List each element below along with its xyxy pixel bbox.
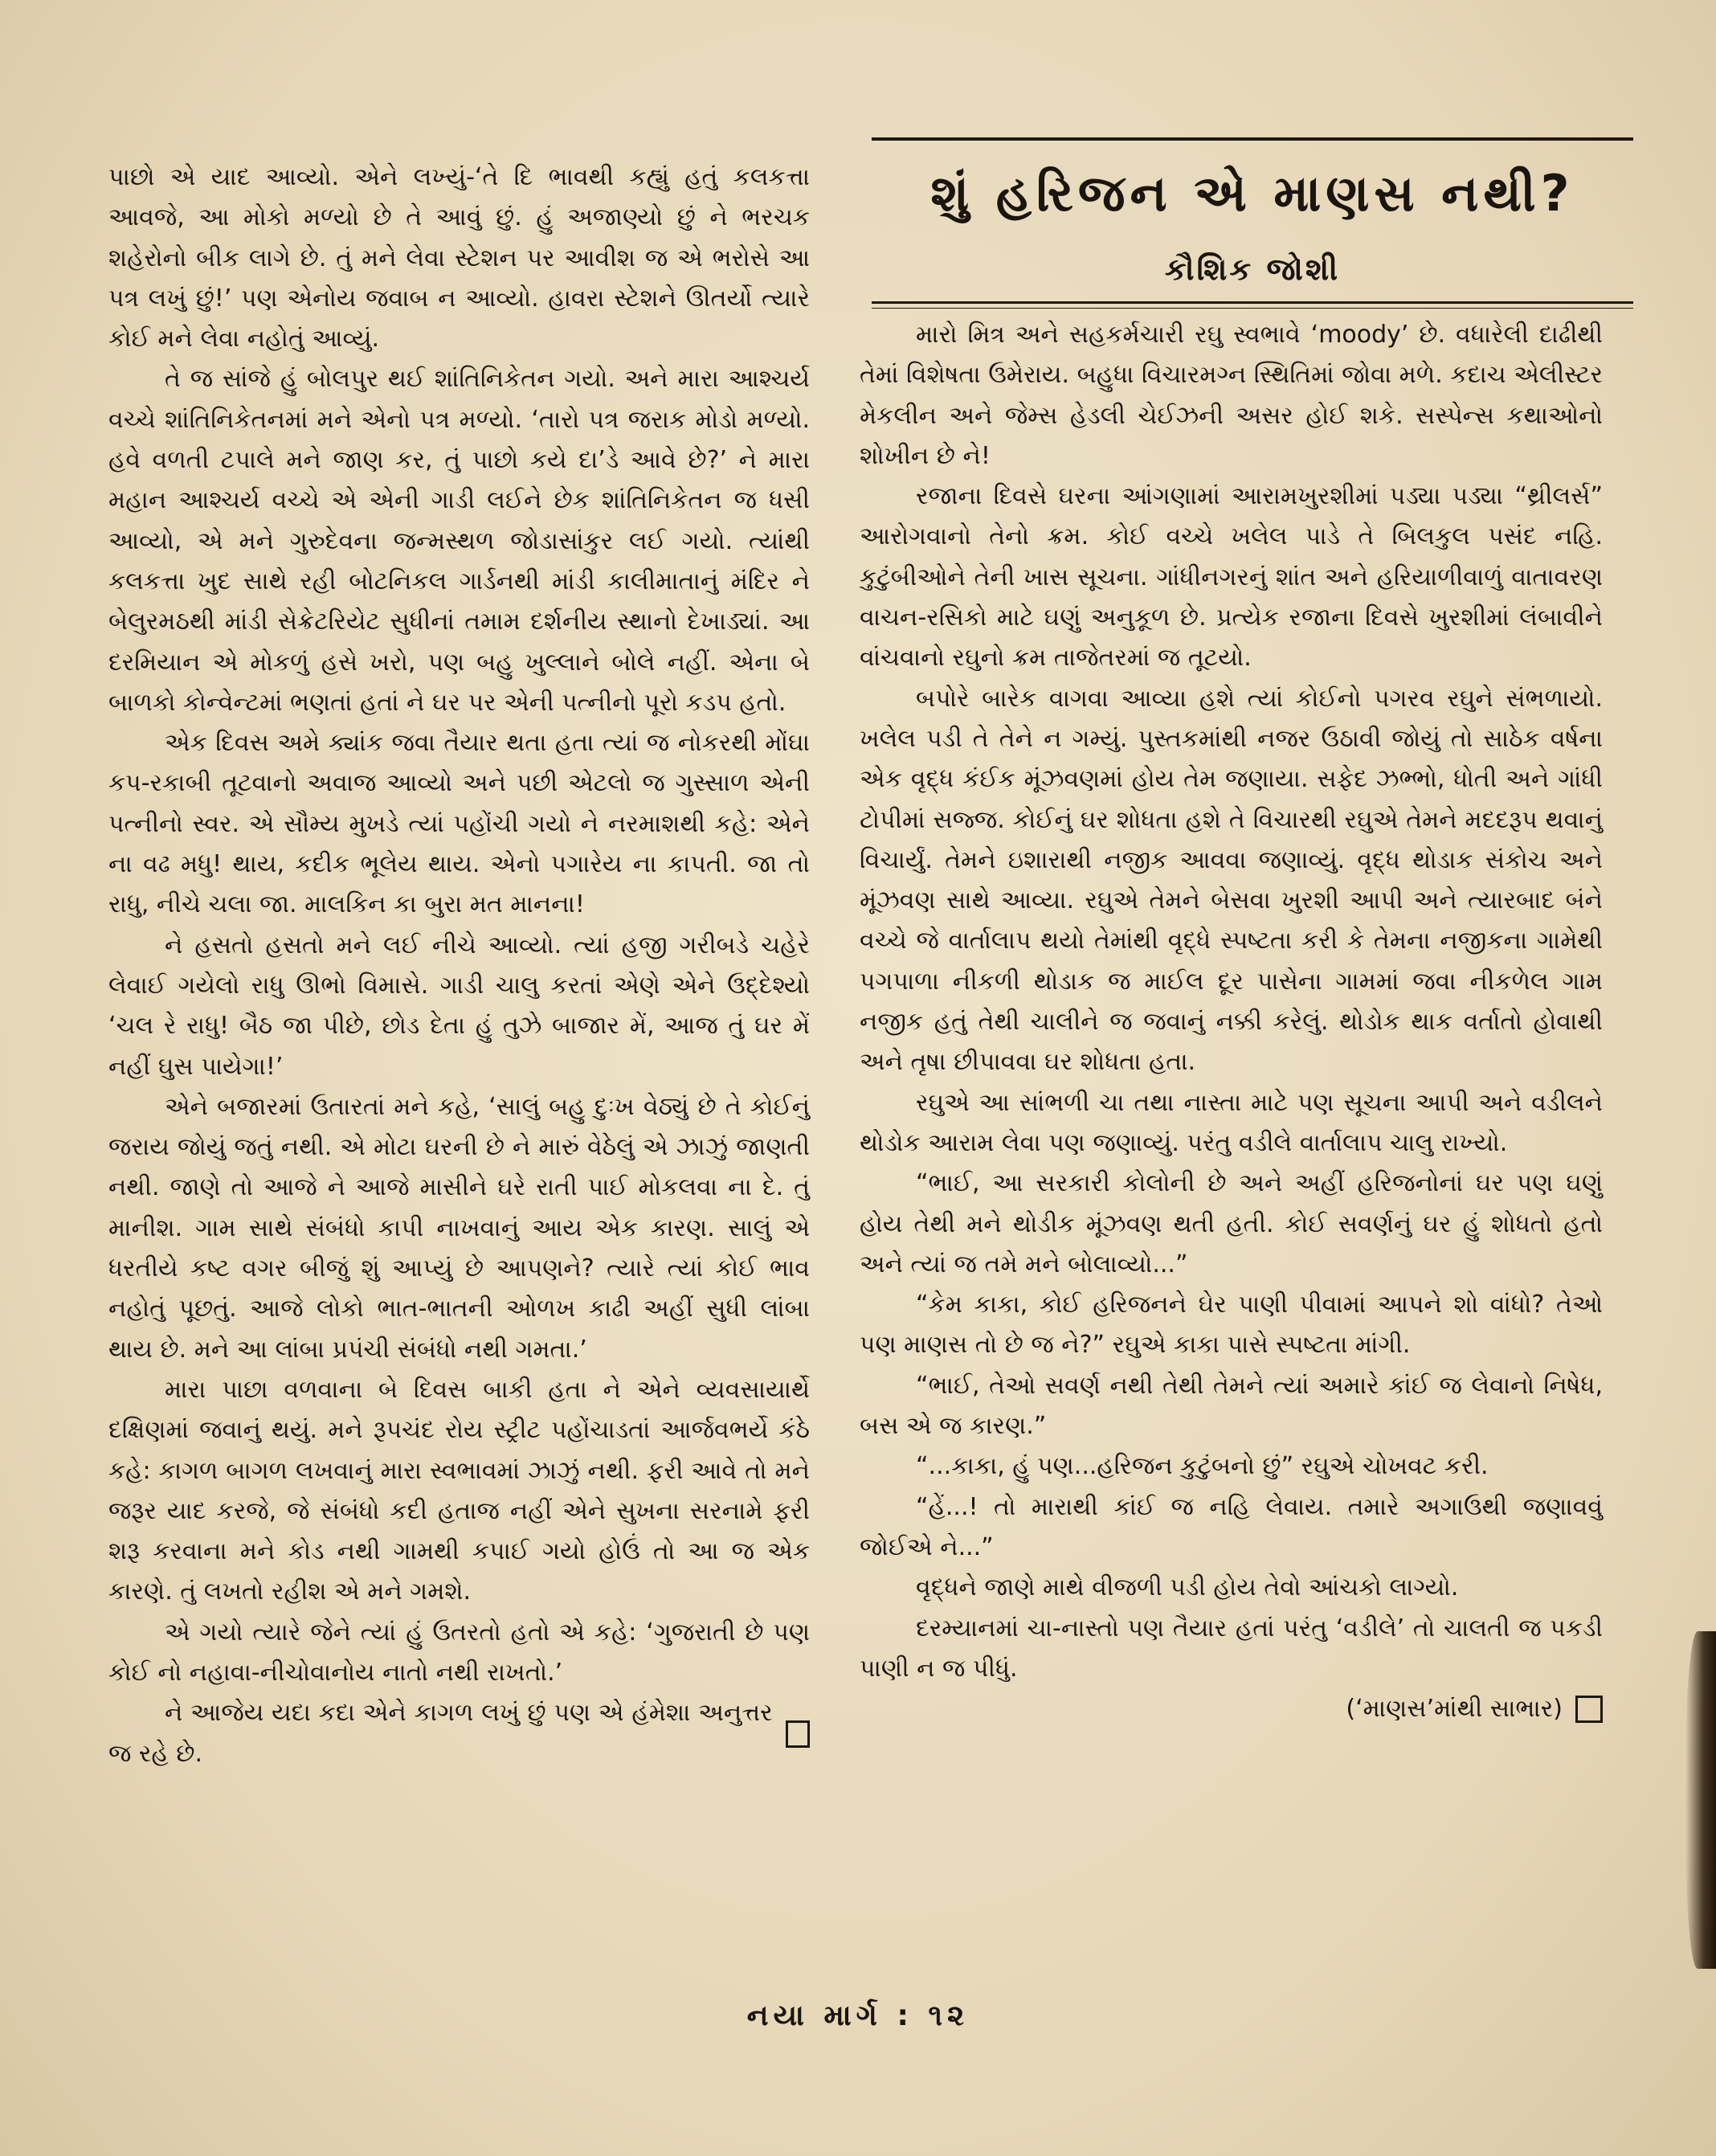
article-paragraph-10: વૃદ્ધને જાણે માથે વીજળી પડી હોય તેવો આંચકો લાગ્યો.: [916, 1573, 1459, 1602]
left-paragraph-6: મારા પાછા વળવાના બે દિવસ બાકી હતા ને એને વ્યવસાયાર્થે દક્ષિણમાં જવાનું થયું. મને રૂપચંદ રોય સ્ટ્રીટ પહોંચાડતાં આર્જવભર્યે કંઠે કહે: કાગળ બાગળ લખવાનું મારા સ્વભાવમાં ઝાઝું નથી. ફરી આવે તો મને જરૂર યાદ કરજે, જે સંબંધો કદી હતાજ નહીં એને સુખના સરનામે ફરી શરૂ કરવાના મને કોડ નથી ગામથી કપાઈ ગયો હોઉં તો આ જ એક કારણે. તું લખતો રહીશ એ મને ગમશે.: [108, 1375, 810, 1606]
article-paragraph-6: “કેમ કાકા, કોઈ હરિજનને ઘેર પાણી પીવામાં આપને શો વાંધો? તેઓ પણ માણસ તો છે જ ને?” રઘુએ કાકા પાસે સ્પષ્ટતા માંગી.: [860, 1291, 1603, 1360]
left-end-row: [108, 1693, 810, 1774]
left-paragraph-8: ને આજેય યદા કદા એને કાગળ લખું છું પણ એ હંમેશા અનુત્તર જ રહે છે.: [108, 1699, 773, 1768]
article-paragraph-9: “હેં...! તો મારાથી કાંઈ જ નહિ લેવાય. તમારે અગાઉથી જણાવવું જોઈએ ને...”: [860, 1492, 1603, 1561]
page-footer: નયા માર્ગ : ૧૨: [746, 1999, 970, 2032]
left-paragraph-7: એ ગયો ત્યારે જેને ત્યાં હું ઉતરતો હતો એ કહે: ‘ગુજરાતી છે પણ કોઈ નો નહાવા-નીચોવાનોય નાતો નથી રાખતો.’: [108, 1618, 810, 1687]
article-paragraph-8: “...કાકા, હું પણ...હરિજન કુટુંબનો છું” રઘુએ ચોખવટ કરી.: [916, 1452, 1489, 1481]
title-bottom-rule-thin: [872, 308, 1633, 309]
article-credit-row: [860, 1689, 1603, 1729]
end-mark-icon: [1575, 1696, 1603, 1723]
left-paragraph-2: તે જ સાંજે હું બોલપુર થઈ શાંતિનિકેતન ગયો. અને મારા આશ્ચર્ય વચ્ચે શાંતિનિકેતનમાં મને એનો પત્ર મળ્યો. ‘તારો પત્ર જરાક મોડો મળ્યો. હવે વળતી ટપાલે મને જાણ કર, તું પાછો કયે દા’ડે આવે છે?’ ને મારા મહાન આશ્ચર્ય વચ્ચે એ એની ગાડી લઈને છેક શાંતિનિકેતન જ ધસી આવ્યો, એ મને ગુરુદેવના જન્મસ્થળ જોડાસાંકુર લઈ ગયો. ત્યાંથી કલકત્તા ખુદ સાથે રહી બોટનિકલ ગાર્ડનથી માંડી કાલીમાતાનું મંદિર ને બેલુરમઠથી માંડી સેક્રેટરિયેટ સુધીનાં તમામ દર્શનીય સ્થાનો દેખાડ્યાં. આ દરમિયાન એ મોકળું હસે ખરો, પણ બહુ ખુલ્લાને બોલે નહીં. એના બે બાળકો કોન્વેન્ટમાં ભણતાં હતાં ને ઘર પર એની પત્નીનો પૂરો કડપ હતો.: [108, 365, 810, 717]
article-credit: (‘માણસ’માંથી સાભાર): [1346, 1695, 1563, 1724]
right-column: [860, 315, 1603, 1729]
left-paragraph-4: ને હસતો હસતો મને લઈ નીચે આવ્યો. ત્યાં હજી ગરીબડે ચહેરે લેવાઈ ગયેલો રાધુ ઊભો વિમાસે. ગાડી ચાલુ કરતાં એણે એને ઉદ્દેશ્યો ‘ચલ રે રાધુ! બૈઠ જા પીછે, છોડ દેતા હું તુઝે બાજાર મેં, આજ તું ઘર મેં નહીં ઘુસ પાયેગા!’: [108, 931, 810, 1081]
article-paragraph-1: મારો મિત્ર અને સહકર્મચારી રઘુ સ્વભાવે ‘moody’ છે. વધારેલી દાઢીથી તેમાં વિશેષતા ઉમેરાય. બહુધા વિચારમગ્ન સ્થિતિમાં જોવા મળે. કદાચ એલીસ્ટર મેકલીન અને જેમ્સ હેડલી ચેઈઝની અસર હોઈ શકે. સસ્પેન્સ કથાઓનો શોખીન છે ને!: [860, 321, 1603, 470]
title-bottom-rule: [872, 301, 1633, 304]
left-paragraph-5: એને બજારમાં ઉતારતાં મને કહે, ‘સાલું બહુ દુઃખ વેઠ્યું છે તે કોઈનું જરાય જોયું જતું નથી. એ મોટા ઘરની છે ને મારું વેઠેલું એ ઝાઝું જાણતી નથી. જાણે તો આજે ને આજે માસીને ઘરે રાતી પાઈ મોકલવા ના દે. તું માનીશ. ગામ સાથે સંબંધો કાપી નાખવાનું આય એક કારણ. સાલું એ ધરતીયે કષ્ટ વગર બીજું શું આપ્યું છે આપણને? ત્યારે ત્યાં કોઈ ભાવ નહોતું પૂછતું. આજે લોકો ભાત-ભાતની ઓળખ કાઢી અહીં સુધી લાંબા થાય છે. મને આ લાંબા પ્રપંચી સંબંધો નથી ગમતા.’: [108, 1092, 810, 1364]
title-top-rule: [872, 137, 1633, 141]
page-edge-stain: [1685, 1631, 1716, 1969]
end-mark-icon: [786, 1720, 810, 1748]
article-paragraph-11: દરમ્યાનમાં ચા-નાસ્તો પણ તૈયાર હતાં પરંતુ ‘વડીલે’ તો ચાલતી જ પકડી પાણી ન જ પીધું.: [860, 1614, 1603, 1683]
article-paragraph-4: રઘુએ આ સાંભળી ચા તથા નાસ્તા માટે પણ સૂચના આપી અને વડીલને થોડોક આરામ લેવા પણ જણાવ્યું. પરંતુ વડીલે વાર્તાલાપ ચાલુ રાખ્યો.: [860, 1088, 1603, 1157]
article-title: શું હરિજન એ માણસ નથી?: [930, 164, 1575, 223]
left-paragraph-1: પાછો એ યાદ આવ્યો. એને લખ્યું-‘તે દિ ભાવથી કહ્યું હતું કલકત્તા આવજે, આ મોકો મળ્યો છે તે આવું છું. હું અજાણ્યો છું ને ભરચક શહેરોનો બીક લાગે છે. તું મને લેવા સ્ટેશન પર આવીશ જ એ ભરોસે આ પત્ર લખું છું!’ પણ એનોય જવાબ ન આવ્યો. હાવરા સ્ટેશને ઊતર્યો ત્યારે કોઈ મને લેવા નહોતું આવ્યું.: [108, 163, 810, 354]
left-column: [108, 158, 810, 1774]
article-paragraph-3: બપોરે બારેક વાગવા આવ્યા હશે ત્યાં કોઈનો પગરવ રઘુને સંભળાયો. ખલેલ પડી તે તેને ન ગમ્યું. પુસ્તકમાંથી નજર ઉઠાવી જોયું તો સાઠેક વર્ષના એક વૃદ્ધ કંઈક મૂંઝવણમાં હોય તેમ જણાયા. સફેદ ઝભ્ભો, ધોતી અને ગાંધી ટોપીમાં સજ્જ. કોઈનું ઘર શોધતા હશે તે વિચારથી રઘુએ તેમને મદદરૂપ થવાનું વિચાર્યું. તેમને ઇશારાથી નજીક આવવા જણાવ્યું. વૃદ્ધ થોડાક સંકોચ અને મૂંઝવણ સાથે આવ્યા. રઘુએ તેમને બેસવા ખુરશી આપી અને ત્યારબાદ બંને વચ્ચે જે વાર્તાલાપ થયો તેમાંથી વૃદ્ધે સ્પષ્ટતા કરી કે તેમના નજીકના ગામેથી પગપાળા નીકળી થોડાક જ માઈલ દૂર પાસેના ગામમાં જવા નીકળેલ ગામ નજીક હતું તેથી ચાલીને જ જવાનું નક્કી કરેલું. થોડોક થાક વર્તાતો હોવાથી અને તૃષા છીપાવવા ઘર શોધતા હતા.: [860, 684, 1603, 1077]
article-author: કૌશિક જોશી: [1164, 252, 1341, 287]
article-paragraph-5: “ભાઈ, આ સરકારી કોલોની છે અને અહીં હરિજનોનાં ઘર પણ ઘણું હોય તેથી મને થોડીક મૂંઝવણ થતી હતી. કોઈ સવર્ણનું ઘર હું શોધતો હતો અને ત્યાં જ તમે મને બોલાવ્યો...”: [860, 1169, 1603, 1278]
article-paragraph-2: રજાના દિવસે ઘરના આંગણામાં આરામખુરશીમાં પડ્યા પડ્યા “થ્રીલર્સ” આરોગવાનો તેનો ક્રમ. કોઈ વચ્ચે ખલેલ પાડે તે બિલકુલ પસંદ નહિ. કુટુંબીઓને તેની ખાસ સૂચના. ગાંધીનગરનું શાંત અને હરિયાળીવાળું વાતાવરણ વાચન-રસિકો માટે ઘણું અનુકૂળ છે. પ્રત્યેક રજાના દિવસે ખુરશીમાં લંબાવીને વાંચવાનો રઘુનો ક્રમ તાજેતરમાં જ તૂટયો.: [860, 482, 1603, 673]
left-paragraph-3: એક દિવસ અમે ક્યાંક જવા તૈયાર થતા હતા ત્યાં જ નોકરથી મોંઘા કપ-રકાબી તૂટવાનો અવાજ આવ્યો અને પછી એટલો જ ગુસ્સાળ એની પત્નીનો સ્વર. એ સૌમ્ય મુખડે ત્યાં પહોંચી ગયો ને નરમાશથી કહે: એને ના વઢ મધુ! થાય, કદીક ભૂલેય થાય. એનો પગારેય ના કાપતી. જા તો રાધુ, નીચે ચલા જા. માલકિન કા બુરા મત માનના!: [108, 729, 810, 919]
article-paragraph-7: “ભાઈ, તેઓ સવર્ણ નથી તેથી તેમને ત્યાં અમારે કાંઈ જ લેવાનો નિષેધ, બસ એ જ કારણ.”: [860, 1371, 1603, 1441]
